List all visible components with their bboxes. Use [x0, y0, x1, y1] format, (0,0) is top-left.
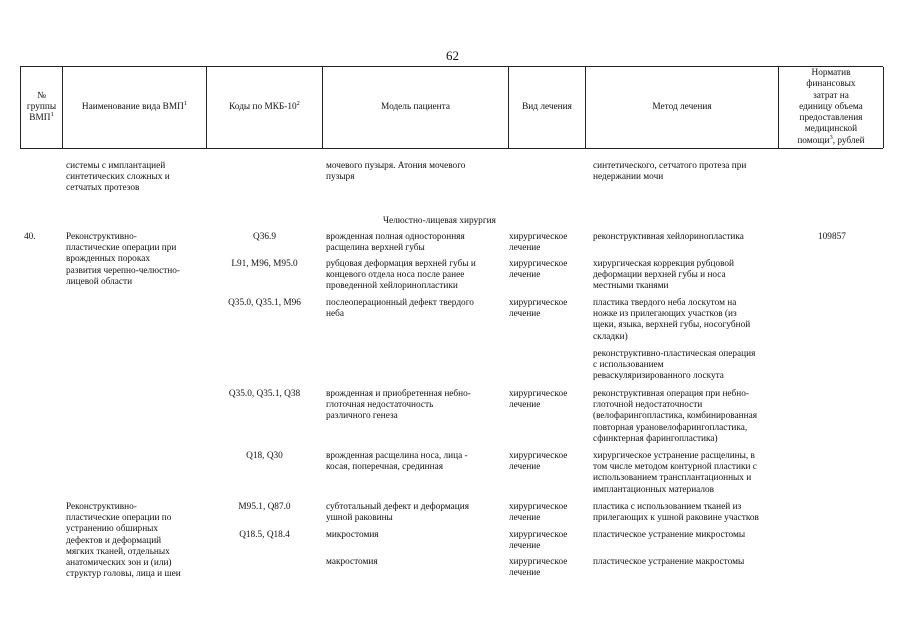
treatment-method: пластическое устранение макростомы	[593, 557, 745, 567]
patient-model: макростомия	[326, 557, 378, 567]
treatment-type: хирургическое лечение	[509, 232, 568, 254]
icd-code: Q35.0, Q35.1, Q38	[228, 389, 301, 399]
treatment-method: пластическое устранение микростомы	[593, 530, 746, 540]
header-divider	[883, 67, 884, 148]
patient-model: микростомия	[326, 530, 379, 540]
patient-model: врожденная расщелина носа, лица - косая, поперечная, срединная	[326, 451, 468, 473]
header-bottom-rule	[20, 148, 883, 149]
continuation-patient-model: мочевого пузыря. Атония мочевого пузыря	[326, 161, 466, 183]
treatment-type: хирургическое лечение	[509, 259, 568, 281]
treatment-method: реконструктивная хейлоринопластика	[593, 232, 744, 242]
vmp-name: Реконструктивно- пластические операции при врожденных пороках развития черепно-челюстно- лицевой области	[66, 232, 181, 287]
treatment-method: пластика твердого неба лоскутом на ножке из прилегающих участков (из щеки, языка, верхней губы, носогубной складки)	[593, 298, 751, 342]
treatment-type: хирургическое лечение	[509, 502, 568, 524]
icd-code: Q18, Q30	[246, 451, 283, 461]
treatment-method: реконструктивная операция при небно- глоточной недостаточности (велофарингопластика, комбинированная повторная урановелофарингопластика, сфинктерная фарингопластика)	[593, 389, 757, 444]
page-number: 62	[446, 48, 459, 63]
icd-code: Q36.9	[253, 232, 276, 242]
icd-code: L91, M96, M95.0	[231, 259, 298, 269]
header-icd-codes: Коды по МКБ-$10^2$	[229, 99, 300, 112]
cost-norm-value: 109857	[818, 232, 846, 242]
icd-code: Q35.0, Q35.1, M96	[228, 298, 301, 308]
patient-model: врожденная и приобретенная небно- глоточная недостаточность различного генеза	[326, 389, 471, 422]
header-group-number: № группы ВМП$^1$	[26, 90, 57, 124]
header-patient-model: Модель пациента	[381, 101, 450, 112]
vmp-name: Реконструктивно- пластические операции по устранению обширных дефектов и деформаций мягких тканей, отдельных анатомических зон и (или) структур головы, лица и шеи	[66, 502, 181, 580]
icd-code: M95.1, Q87.0	[238, 502, 291, 512]
treatment-type: хирургическое лечение	[509, 557, 568, 579]
treatment-type: хирургическое лечение	[509, 389, 568, 411]
treatment-method: реконструктивно-пластическая операция с использованием реваскуляризированного лоскута	[593, 349, 756, 382]
section-title: Челюстно-лицевая хирургия	[383, 216, 496, 226]
treatment-method: хирургическое устранение расщелины, в том числе методом контурной пластики с использованием трансплантационных и имплантационных материалов	[593, 451, 757, 495]
treatment-type: хирургическое лечение	[509, 530, 568, 552]
patient-model: рубцовая деформация верхней губы и концевого отдела носа после ранее проведенной хейлоринопластики	[326, 259, 476, 292]
treatment-method: пластика с использованием тканей из прилегающих к ушной раковине участков	[593, 502, 759, 524]
patient-model: послеоперационный дефект твердого неба	[326, 298, 474, 320]
continuation-method: синтетического, сетчатого протеза при недержании мочи	[593, 161, 747, 183]
patient-model: врожденная полная односторонняя расщелина верхней губы	[326, 232, 465, 254]
icd-code: Q18.5, Q18.4	[239, 530, 290, 540]
header-vmp-name: Наименование вида ВМП$^1$	[81, 99, 188, 112]
continuation-vmp-name: системы с имплантацией синтетических сложных и сетчатых протезов	[66, 161, 170, 194]
header-treatment-type: Вид лечения	[522, 101, 572, 112]
group-number: 40.	[24, 232, 36, 242]
header-treatment-method: Метод лечения	[652, 101, 712, 112]
treatment-method: хирургическая коррекция рубцовой деформации верхней губы и носа местными тканями	[593, 259, 735, 292]
patient-model: субтотальный дефект и деформация ушной раковины	[326, 502, 470, 524]
treatment-type: хирургическое лечение	[509, 298, 568, 320]
treatment-type: хирургическое лечение	[509, 451, 568, 473]
header-cost-norm: Норматив финансовых затрат на единицу объема предоставления медицинской помощи$^3$, рублей	[797, 68, 865, 146]
